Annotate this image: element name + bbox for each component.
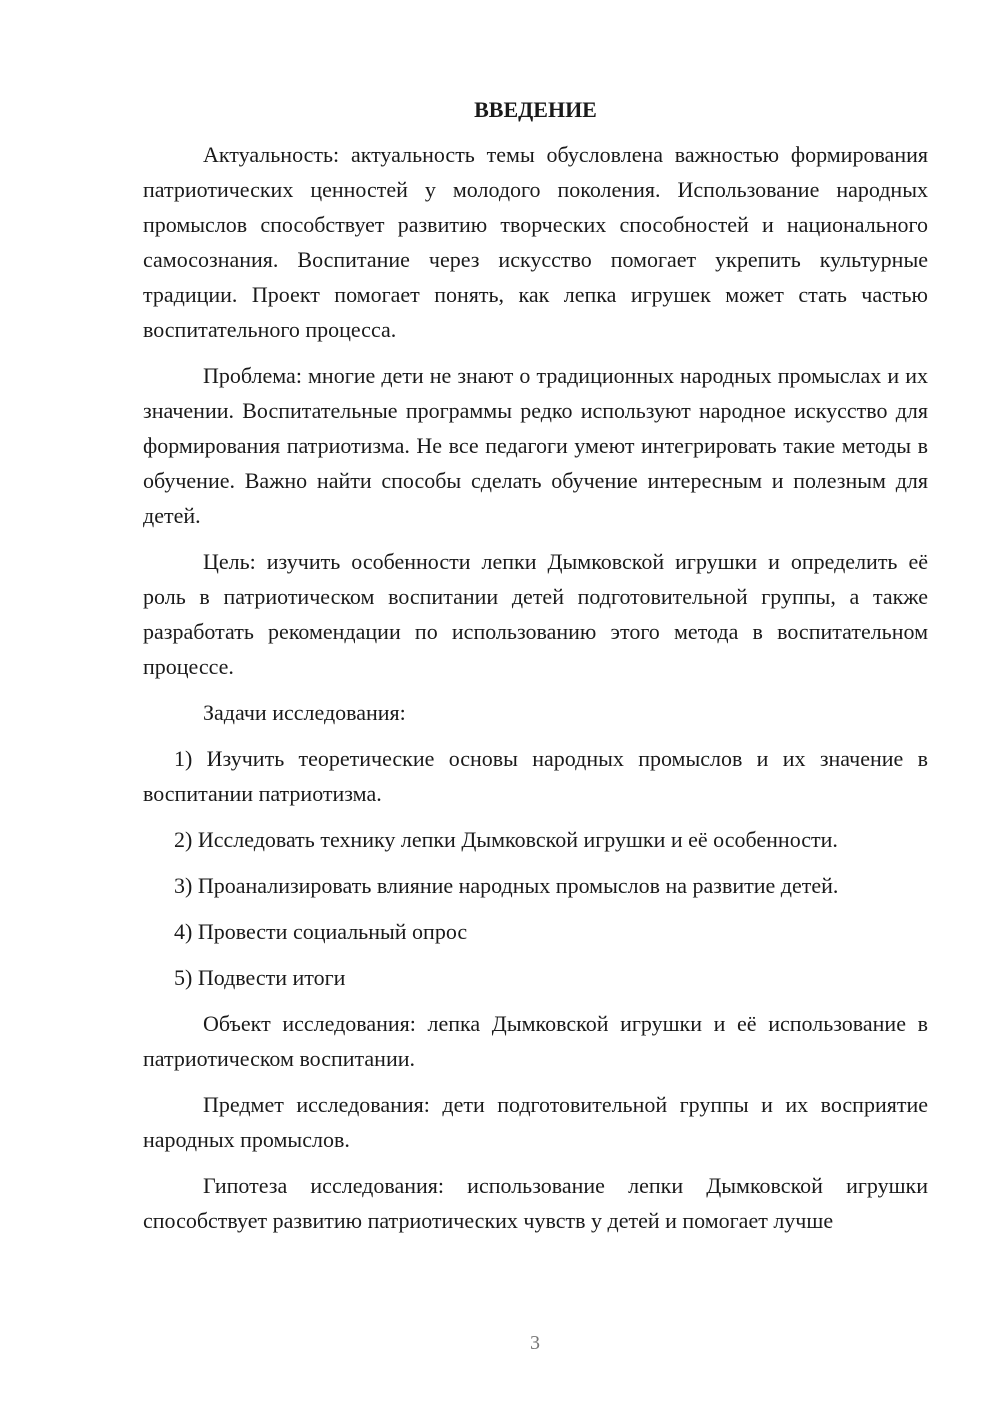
task-item-3: 3) Проанализировать влияние народных промыслов на развитие детей. xyxy=(174,873,839,898)
page-number: 3 xyxy=(530,1332,540,1354)
paragraph-hypothesis: Гипотеза исследования: использование лепки Дымковской игрушки способствует развитию патриотических чувств у детей и помогает лучше xyxy=(143,1173,928,1233)
paragraph-subject: Предмет исследования: дети подготовительной группы и их восприятие народных промыслов. xyxy=(143,1092,928,1152)
document-page xyxy=(143,92,928,1249)
paragraph-relevance: Актуальность: актуальность темы обусловлена важностью формирования патриотических ценностей у молодого поколения. Использование народных промыслов способствует развитию творческих способностей и национального самосознания. Воспитание через искусство помогает укрепить культурные традиции. Проект помогает понять, как лепка игрушек может стать частью воспитательного процесса. xyxy=(143,142,928,342)
task-item-4: 4) Провести социальный опрос xyxy=(174,919,468,944)
section-title: ВВЕДЕНИЕ xyxy=(474,97,597,122)
paragraph-tasks-heading: Задачи исследования: xyxy=(203,700,406,725)
paragraph-object: Объект исследования: лепка Дымковской игрушки и её использование в патриотическом воспитании. xyxy=(143,1011,928,1071)
task-item-1: 1) Изучить теоретические основы народных промыслов и их значение в воспитании патриотизма. xyxy=(143,746,928,806)
task-item-2: 2) Исследовать технику лепки Дымковской игрушки и её особенности. xyxy=(174,827,838,852)
paragraph-problem: Проблема: многие дети не знают о традиционных народных промыслах и их значении. Воспитательные программы редко используют народное искусство для формирования патриотизма. Не все педагоги умеют интегрировать такие методы в обучение. Важно найти способы сделать обучение интересным и полезным для детей. xyxy=(143,363,928,528)
paragraph-goal: Цель: изучить особенности лепки Дымковской игрушки и определить её роль в патриотическом воспитании детей подготовительной группы, а также разработать рекомендации по использованию этого метода в воспитательном процессе. xyxy=(143,549,928,679)
task-item-5: 5) Подвести итоги xyxy=(174,965,346,990)
